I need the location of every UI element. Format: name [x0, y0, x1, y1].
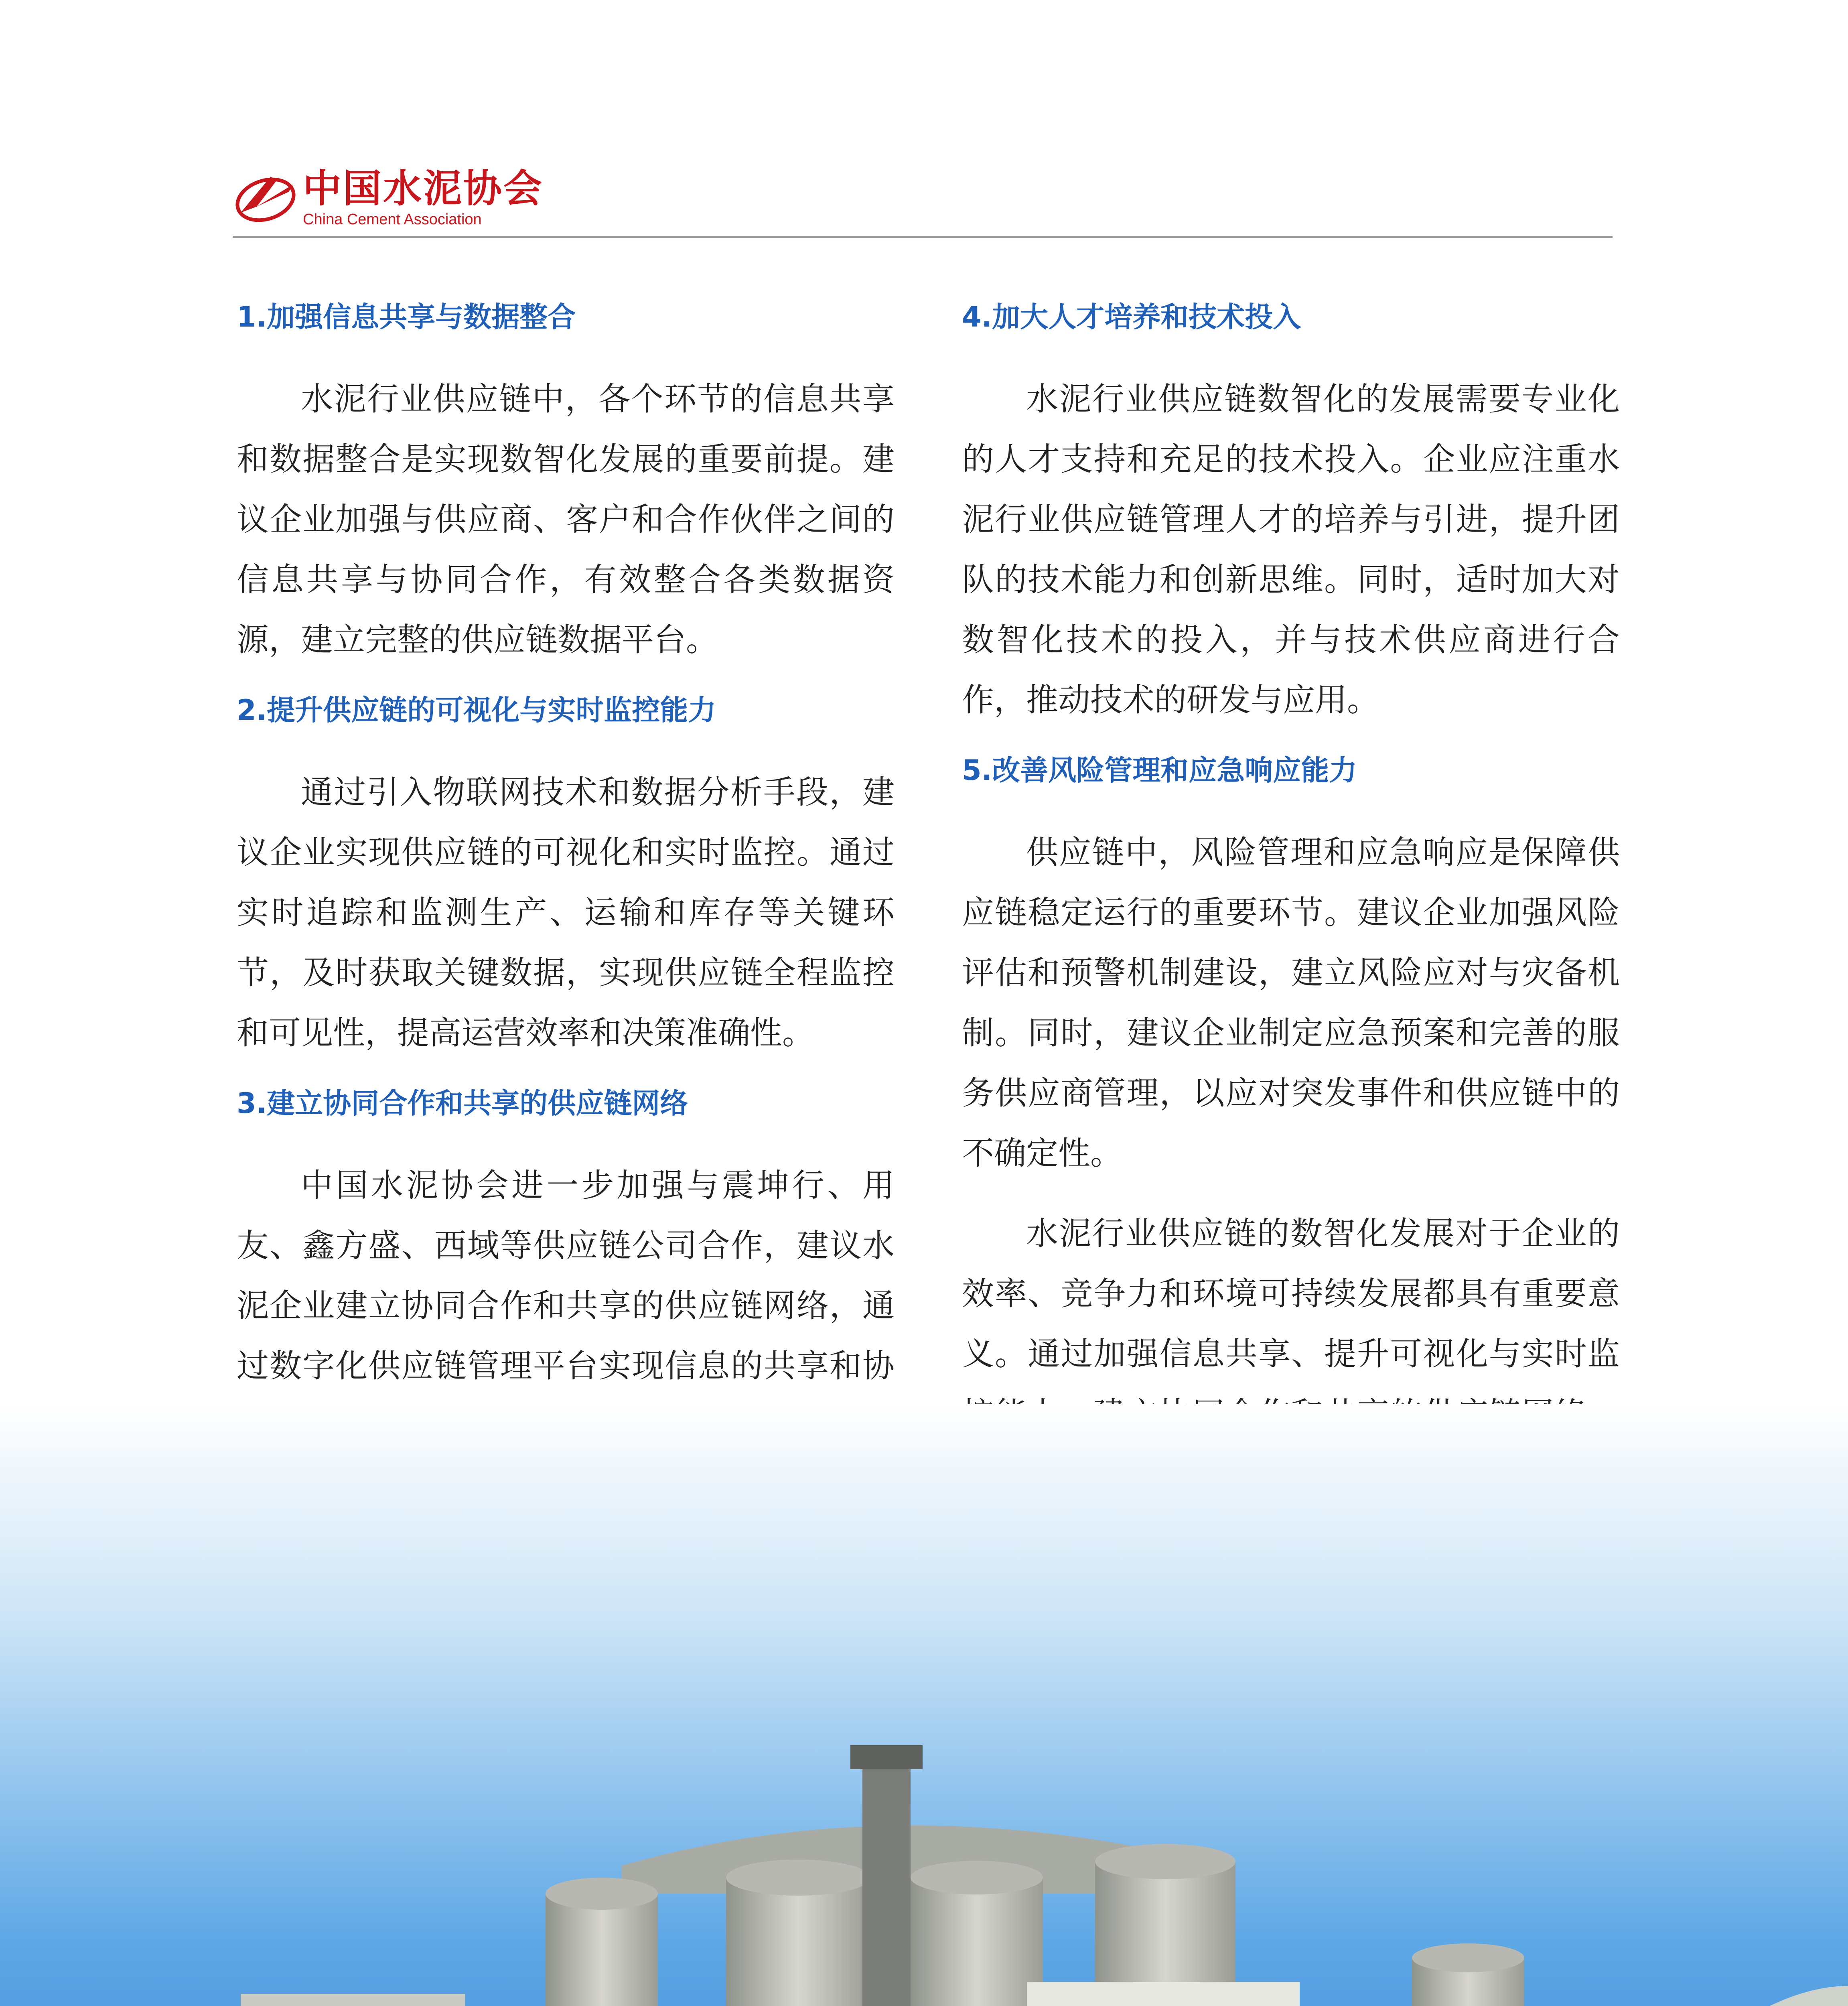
section-paragraph: 供应链中，风险管理和应急响应是保障供应链稳定运行的重要环节。建议企业加强风险评估和预警机制建设，建立风险应对与灾备机制。同时，建议企业制定应急预案和完善的服务供应商管理，以应对突发事件和供应链中的不确定性。 [962, 834, 1620, 1172]
section-2 [237, 690, 895, 1063]
section-heading: 3.建立协同合作和共享的供应链网络 [237, 1087, 688, 1120]
cement-plant-photo [0, 1404, 1848, 2006]
section-heading: 5.改善风险管理和应急响应能力 [962, 754, 1357, 787]
section-heading: 1.加强信息共享与数据整合 [237, 300, 576, 333]
section-heading: 4.加大人才培养和技术投入 [962, 300, 1301, 333]
page-header [233, 160, 1613, 241]
header-divider [233, 236, 1613, 238]
section-paragraph: 通过引入物联网技术和数据分析手段，建议企业实现供应链的可视化和实时监控。通过实时追踪和监测生产、运输和库存等关键环节，及时获取关键数据，实现供应链全程监控和可见性，提高运营效率和决策准确性。 [237, 774, 895, 1052]
section-paragraph: 水泥行业供应链中，各个环节的信息共享和数据整合是实现数智化发展的重要前提。建议企业加强与供应商、客户和合作伙伴之间的信息共享与协同合作，有效整合各类数据资源，建立完整的供应链数据平台。 [237, 380, 895, 658]
section-paragraph: 水泥行业供应链数智化的发展需要专业化的人才支持和充足的技术投入。企业应注重水泥行业供应链管理人才的培养与引进，提升团队的技术能力和创新思维。同时，适时加大对数智化技术的投入，并与技术供应商进行合作，推动技术的研发与应用。 [962, 380, 1620, 719]
logo-chinese-name: 中国水泥协会 [303, 166, 544, 211]
logo-english-name: China Cement Association [303, 211, 482, 228]
conclusion-paragraph: 水泥行业供应链的数智化发展对于企业的效率、竞争力和环境可持续发展都具有重要意义。通过加强信息共享、提升可视化与实时监 [962, 1215, 1620, 1373]
section-4 [962, 297, 1620, 730]
section-paragraph: 中国水泥协会进一步加强与震坤行、用友、鑫方盛、西域等供应链公司合作，建议水泥企业建立协同合作和共享的供应链网络，通过数字化供应链管理平台实现信息的共享和协 [237, 1167, 895, 1385]
association-logo-icon [233, 169, 301, 225]
section-1 [237, 297, 895, 670]
section-heading: 2.提升供应链的可视化与实时监控能力 [237, 694, 716, 727]
